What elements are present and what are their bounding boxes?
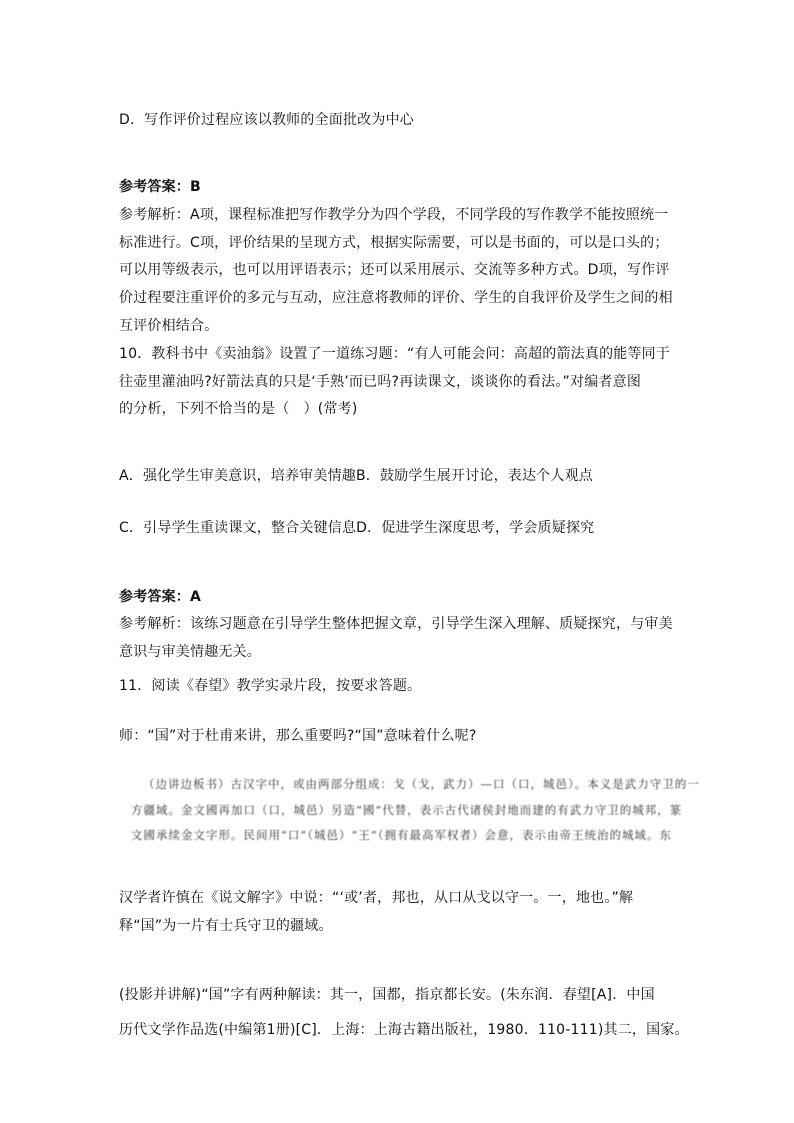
question-10-stem: 10．教科书中《卖油翁》设置了一道练习题：“有人可能会问：高超的箭法真的能等同于: [119, 346, 671, 362]
options-c-d: C．引导学生重读课文，整合关键信息D．促进学生深度思考，学会质疑探究: [119, 520, 595, 536]
answer-label-q10: 参考答案：A: [119, 589, 202, 605]
paragraph-line: (投影并讲解)“国”字有两种解读：其一，国都，指京都长安。(朱东润．春望[A]．中国: [119, 987, 655, 1003]
analysis-line: 可以用等级表示，也可以用评语表示；还可以采用展示、交流等多种方式。D项，写作评: [119, 262, 670, 278]
analysis-line: 参考解析：A项，课程标准把写作教学分为四个学段，不同学段的写作教学不能按照统一: [119, 207, 669, 223]
question-11-stem: 11．阅读《春望》教学实录片段，按要求答题。: [119, 678, 422, 694]
paragraph-line: 汉学者许慎在《说文解字》中说：“‘或’者，邦也，从口从戈以守一。一，地也。”解: [119, 890, 634, 906]
analysis-line: 参考解析：该练习题意在引导学生整体把握文章，引导学生深入理解、质疑探究，与审美: [119, 616, 673, 632]
answer-label-q9: 参考答案：B: [119, 179, 201, 195]
analysis-line: 标准进行。C项，评价结果的呈现方式，根据实际需要，可以是书面的，可以是口头的；: [119, 235, 669, 251]
scan-line: 方疆域。金文國再加口（口，城邑）另造“國”代替，表示古代诸侯封地而建的有武力守卫的城邦，篆: [131, 803, 683, 817]
teacher-line: 师：“国”对于杜甫来讲，那么重要吗?“国”意味着什么呢?: [119, 728, 477, 744]
scanned-textbook-excerpt: [119, 770, 700, 848]
scan-line: 文國承续金文字形。民间用“口”（城邑）“王”（拥有最高军权者）会意，表示由帝王统治的城域。东: [131, 828, 673, 842]
options-a-b: A．强化学生审美意识，培养审美情趣B．鼓励学生展开讨论，表达个人观点: [119, 468, 593, 484]
analysis-line: 价过程要注重评价的多元与互动，应注意将教师的评价、学生的自我评价及学生之间的相: [119, 290, 673, 306]
analysis-line: 意识与审美情趣无关。: [119, 644, 261, 660]
question-10-stem: 的分析，下列不恰当的是（ ）(常考): [119, 401, 358, 417]
question-10-stem: 往壶里灌油吗?好箭法真的只是‘手熟’而已吗?再读课文，谈谈你的看法。”对编者意图: [119, 374, 642, 390]
analysis-line: 互评价相结合。: [119, 318, 219, 334]
scan-line: （边讲边板书）古汉字中，或由两部分组成：戈（戈，武力）—口（口，城邑）。本义是武力守卫的一: [143, 777, 700, 791]
option-d-prev: D．写作评价过程应该以教师的全面批改为中心: [119, 112, 414, 128]
paragraph-line: 历代文学作品选(中编第1册)[C]．上海：上海古籍出版社，1980．110-111)其二，国家。: [119, 1022, 689, 1038]
paragraph-line: 释“国”为一片有士兵守卫的疆域。: [119, 918, 333, 934]
